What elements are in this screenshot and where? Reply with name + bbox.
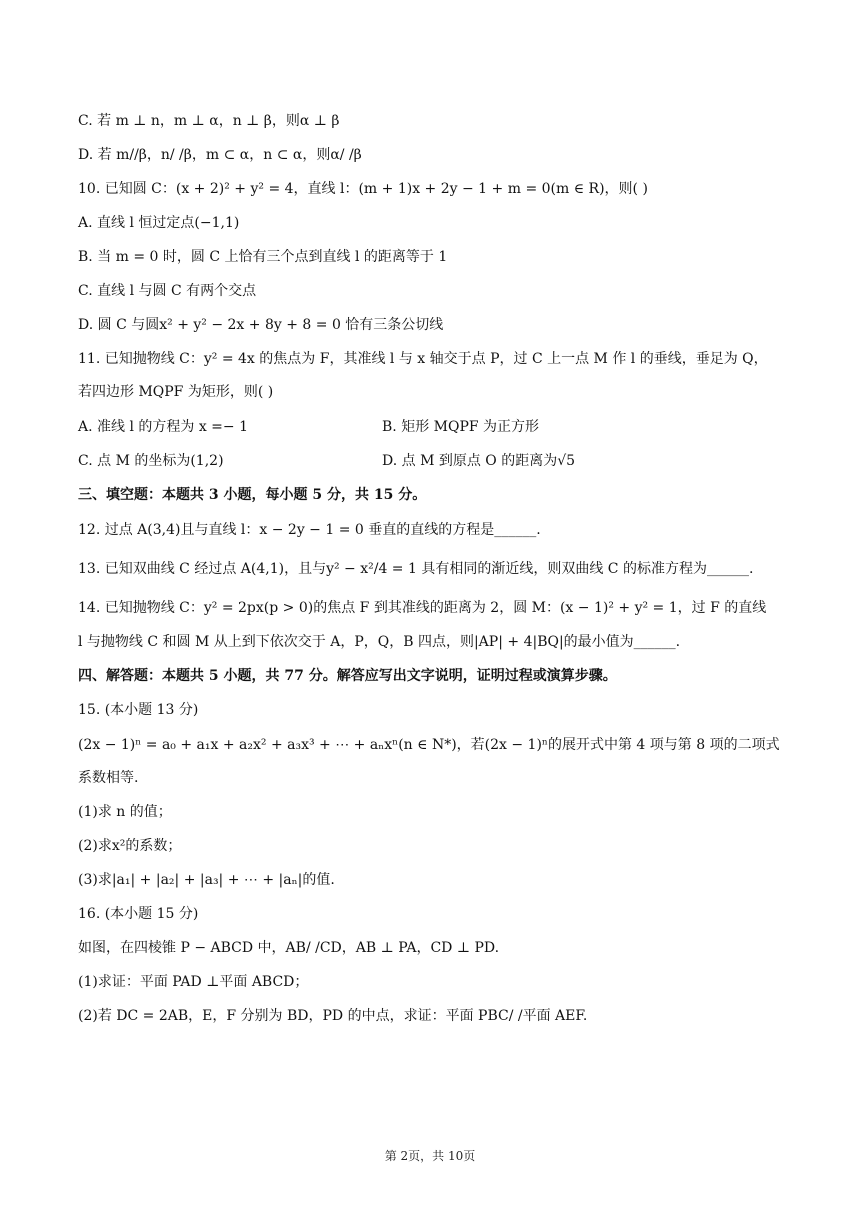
q14-stem-line-2: l 与抛物线 C 和圆 M 从上到下依次交于 A，P，Q，B 四点，则|AP| + 4|BQ|的最小值为______. xyxy=(78,634,681,650)
q16-header: 16. (本小题 15 分) xyxy=(78,906,199,922)
q11-option-a: A. 准线 l 的方程为 x =− 1 xyxy=(78,419,249,435)
q10-option-d: D. 圆 C 与圆x² + y² − 2x + 8y + 8 = 0 恰有三条公切线 xyxy=(78,317,444,333)
q11-stem-line-1: 11. 已知抛物线 C：y² = 4x 的焦点为 F，其准线 l 与 x 轴交于点 P，过 C 上一点 M 作 l 的垂线，垂足为 Q， xyxy=(78,351,768,367)
q10-option-a: A. 直线 l 恒过定点(−1,1) xyxy=(78,215,240,231)
q14-stem-line-1: 14. 已知抛物线 C：y² = 2px(p > 0)的焦点 F 到其准线的距离为 2，圆 M：(x − 1)² + y² = 1，过 F 的直线 xyxy=(78,600,767,616)
q11-stem-line-2: 若四边形 MQPF 为矩形，则( ) xyxy=(78,384,274,400)
q10-option-c: C. 直线 l 与圆 C 有两个交点 xyxy=(78,283,257,299)
q16-part-1: (1)求证：平面 PAD ⊥平面 ABCD； xyxy=(78,974,309,990)
page-footer: 第 2页，共 10页 xyxy=(384,1149,476,1163)
q11-option-d: D. 点 M 到原点 O 的距离为√5 xyxy=(382,453,576,469)
q12-stem: 12. 过点 A(3,4)且与直线 l：x − 2y − 1 = 0 垂直的直线的方程是______. xyxy=(78,522,541,538)
q11-option-b: B. 矩形 MQPF 为正方形 xyxy=(382,419,540,435)
q15-part-1: (1)求 n 的值； xyxy=(78,804,172,820)
q11-option-c: C. 点 M 的坐标为(1,2) xyxy=(78,453,224,469)
section-heading-answer: 四、解答题：本题共 5 小题，共 77 分。解答应写出文字说明，证明过程或演算步骤。 xyxy=(78,668,617,684)
q10-stem: 10. 已知圆 C：(x + 2)² + y² = 4，直线 l：(m + 1)x + 2y − 1 + m = 0(m ∈ R)，则( ) xyxy=(78,181,648,197)
q9-option-c: C. 若 m ⊥ n，m ⊥ α，n ⊥ β，则α ⊥ β xyxy=(78,113,340,129)
q15-header: 15. (本小题 13 分) xyxy=(78,702,199,718)
q9-option-d: D. 若 m//β，n/ /β，m ⊂ α，n ⊂ α，则α/ /β xyxy=(78,147,362,163)
section-heading-fill-in: 三、填空题：本题共 3 小题，每小题 5 分，共 15 分。 xyxy=(78,487,427,503)
q15-stem-line-1: (2x − 1)ⁿ = a₀ + a₁x + a₂x² + a₃x³ + ⋯ + aₙxⁿ(n ∈ N*)，若(2x − 1)ⁿ的展开式中第 4 项与第 8 项的二项式 xyxy=(78,737,780,753)
q15-part-3: (3)求|a₁| + |a₂| + |a₃| + ⋯ + |aₙ|的值. xyxy=(78,872,335,888)
q16-part-2: (2)若 DC = 2AB，E，F 分别为 BD，PD 的中点，求证：平面 PBC/ /平面 AEF. xyxy=(78,1008,588,1024)
q10-option-b: B. 当 m = 0 时，圆 C 上恰有三个点到直线 l 的距离等于 1 xyxy=(78,249,448,265)
q16-stem: 如图，在四棱锥 P − ABCD 中，AB/ /CD，AB ⊥ PA，CD ⊥ PD. xyxy=(78,940,500,956)
q13-stem: 13. 已知双曲线 C 经过点 A(4,1)，且与y² − x²/4 = 1 具有相同的渐近线，则双曲线 C 的标准方程为______. xyxy=(78,561,754,577)
q15-part-2: (2)求x²的系数； xyxy=(78,838,182,854)
q15-stem-line-2: 系数相等. xyxy=(78,770,139,786)
